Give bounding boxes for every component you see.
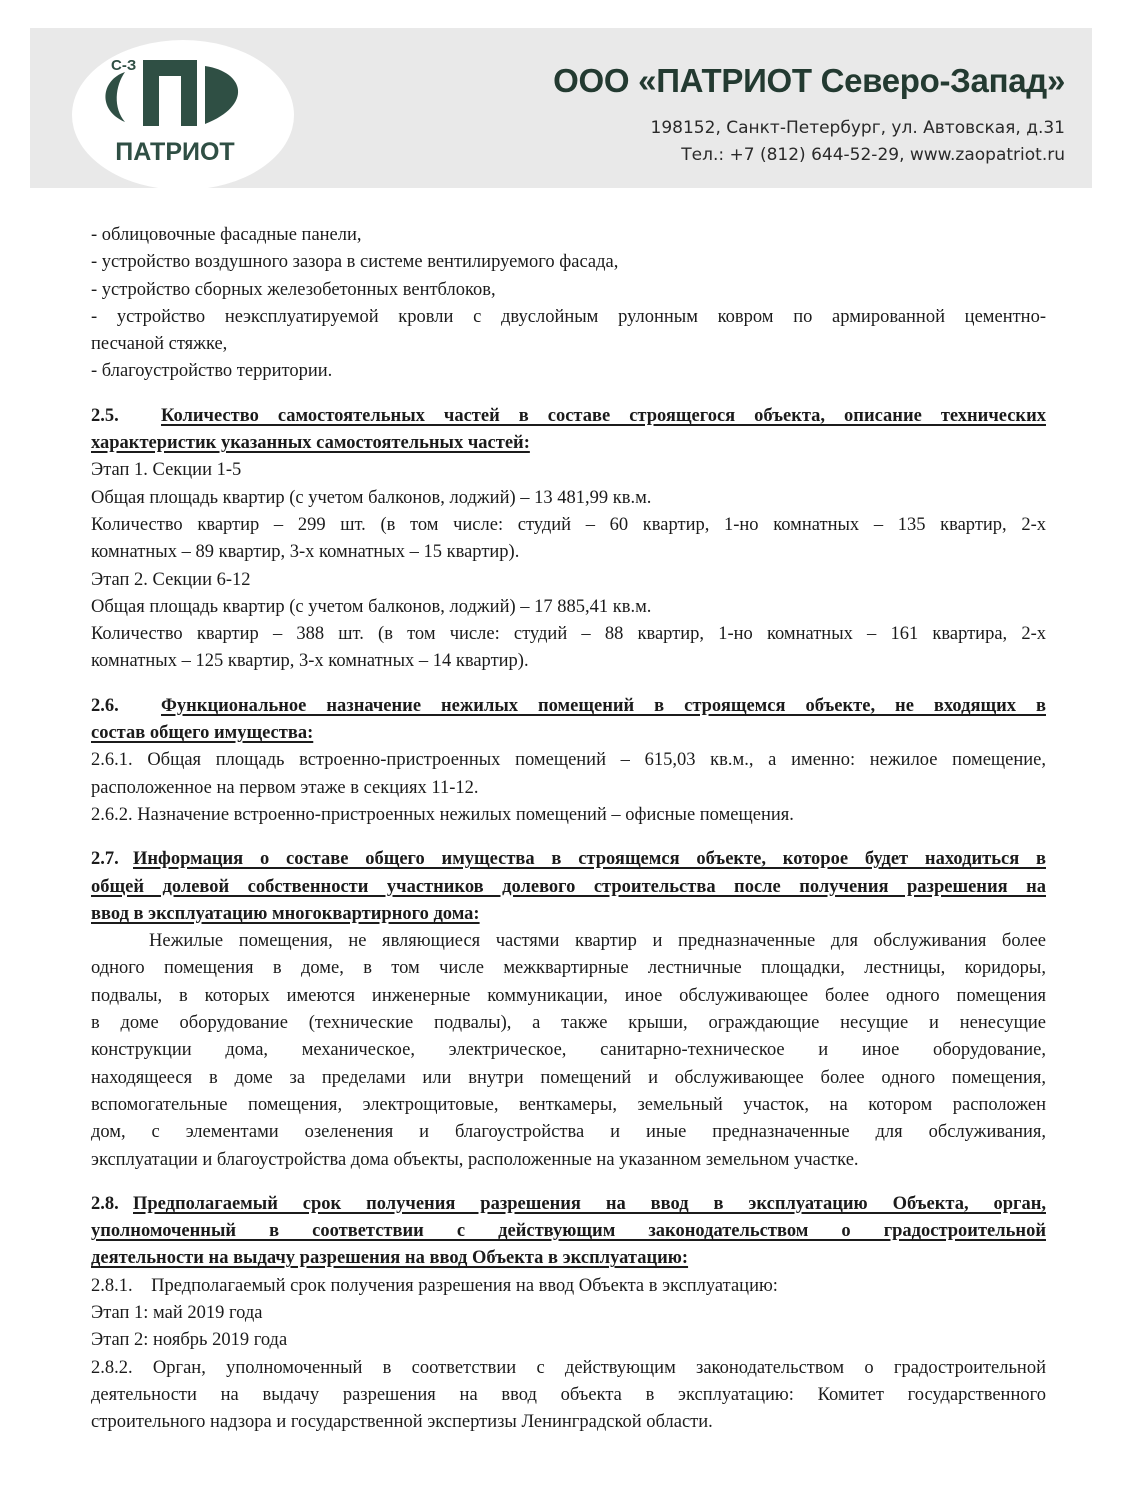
- patriot-logo: [95, 50, 275, 170]
- section-title: деятельности на выдачу разрешения на ввод Объекта в эксплуатацию:: [91, 1248, 689, 1269]
- list-item: - устройство неэксплуатируемой кровли с двуслойным рулонным ковром по армированной цементно-: [91, 306, 1046, 327]
- section-title: характеристик указанных самостоятельных частей:: [91, 433, 530, 454]
- section-heading: [91, 1218, 1046, 1245]
- body-line: подвалы, в которых имеются инженерные коммуникации, иное обслуживающее более одного помещения: [91, 985, 1046, 1006]
- section-heading: [91, 1245, 1046, 1272]
- section-title: общей долевой собственности участников долевого строительства после получения разрешения на: [91, 876, 1046, 897]
- list-item: - облицовочные фасадные панели,: [91, 225, 362, 245]
- section-heading: [91, 430, 1046, 457]
- section-title: Функциональное назначение нежилых помещений в строящемся объекте, не входящих в: [161, 695, 1046, 716]
- body-line: деятельности на выдачу разрешения на ввод объекта в эксплуатацию: Комитет государственного: [91, 1384, 1046, 1405]
- section-heading: [91, 720, 1046, 747]
- body-line: дом, с элементами озеленения и благоустройства и иные предназначенные для обслуживания,: [91, 1122, 1046, 1143]
- body-line: строительного надзора и государственной экспертизы Ленинградской области.: [91, 1412, 713, 1433]
- body-line: Количество квартир – 388 шт. (в том числе: студий – 88 квартир, 1-но комнатных – 161 квартира, 2-х: [91, 624, 1046, 645]
- body-line: Этап 1. Секции 1-5: [91, 460, 242, 481]
- company-name: ООО «ПАТРИОТ Северо-Запад»: [553, 62, 1065, 99]
- document-body: [91, 222, 1046, 1436]
- body-line: вспомогательные помещения, электрощитовые, венткамеры, земельный участок, на котором расположен: [91, 1094, 1046, 1115]
- logo-p-letter: [143, 60, 197, 126]
- body-line: 2.6.2. Назначение встроенно-пристроенных нежилых помещений – офисные помещения.: [91, 804, 794, 825]
- body-line: расположенное на первом этаже в секциях 11-12.: [91, 777, 479, 798]
- body-line: в доме оборудование (технические подвалы), а также крыши, ограждающие несущие и ненесущие: [91, 1013, 1046, 1034]
- list-item: - благоустройство территории.: [91, 361, 333, 382]
- list-item: песчаной стяжке,: [91, 334, 228, 355]
- body-line: Общая площадь квартир (с учетом балконов, лоджий) – 13 481,99 кв.м.: [91, 487, 652, 508]
- body-line: 2.6.1. Общая площадь встроенно-пристроенных помещений – 615,03 кв.м., а именно: нежилое помещение,: [91, 750, 1046, 771]
- section-heading: [91, 403, 1046, 430]
- body-line: Этап 2: ноябрь 2019 года: [91, 1330, 288, 1351]
- body-line: Количество квартир – 299 шт. (в том числе: студий – 60 квартир, 1-но комнатных – 135 квартир, 2-х: [91, 514, 1046, 535]
- section-number: 2.5.: [91, 405, 119, 426]
- section-title: ввод в эксплуатацию многоквартирного дома:: [91, 903, 480, 924]
- section-title: Предполагаемый срок получения разрешения на ввод в эксплуатацию Объекта, орган,: [133, 1193, 1046, 1214]
- section-heading: [91, 874, 1046, 901]
- logo-left-arc: [105, 72, 125, 122]
- section-title: состав общего имущества:: [91, 723, 314, 744]
- section-heading: [91, 693, 1046, 720]
- section-2-5: [91, 403, 1046, 676]
- body-line: находящееся в доме за пределами или внутри помещений и обслуживающее более одного помещения,: [91, 1067, 1046, 1088]
- body-line: Нежилые помещения, не являющиеся частями квартир и предназначенные для обслуживания более: [149, 931, 1046, 952]
- section-number: 2.8.: [91, 1193, 119, 1214]
- section-number: 2.6.: [91, 695, 119, 716]
- section-number: 2.7.: [91, 849, 119, 870]
- body-line: Общая площадь квартир (с учетом балконов, лоджий) – 17 885,41 кв.м.: [91, 596, 652, 617]
- body-line: 2.8.2. Орган, уполномоченный в соответствии с действующим законодательством о градостроительной: [91, 1357, 1046, 1378]
- company-contacts: Тел.: +7 (812) 644-52-29, www.zaopatriot.ru: [681, 145, 1065, 165]
- logo-top-text: С-З: [111, 57, 137, 74]
- section-2-6: [91, 693, 1046, 829]
- company-address: 198152, Санкт-Петербург, ул. Автовская, д.31: [650, 118, 1065, 138]
- section-2-7: [91, 846, 1046, 1174]
- list-item: - устройство воздушного зазора в системе вентилируемого фасада,: [91, 252, 619, 273]
- section-title: Информация о составе общего имущества в строящемся объекте, которое будет находиться в: [133, 849, 1046, 870]
- body-line: Этап 1: май 2019 года: [91, 1302, 263, 1323]
- logo-right-arc: [205, 66, 238, 124]
- logo-bottom-text: ПАТРИОТ: [115, 138, 235, 166]
- body-line: 2.8.1. Предполагаемый срок получения разрешения на ввод Объекта в эксплуатацию:: [91, 1275, 778, 1296]
- intro-list: [91, 222, 1046, 386]
- section-heading: [91, 846, 1046, 873]
- section-heading: [91, 1191, 1046, 1218]
- body-line: одного помещения в доме, в том числе межквартирные лестничные площадки, лестницы, коридоры,: [91, 958, 1046, 979]
- list-item: - устройство сборных железобетонных вентблоков,: [91, 279, 496, 300]
- body-line: комнатных – 125 квартир, 3-х комнатных – 14 квартир).: [91, 651, 529, 672]
- section-title: уполномоченный в соответствии с действующим законодательством о градостроительной: [91, 1221, 1046, 1242]
- section-heading: [91, 901, 1046, 928]
- body-line: конструкции дома, механическое, электрическое, санитарно-техническое и иное оборудование,: [91, 1040, 1046, 1061]
- body-line: комнатных – 89 квартир, 3-х комнатных – 15 квартир).: [91, 542, 520, 563]
- body-line: эксплуатации и благоустройства дома объекты, расположенные на указанном земельном участке.: [91, 1149, 859, 1170]
- body-line: Этап 2. Секции 6-12: [91, 569, 251, 590]
- section-title: Количество самостоятельных частей в составе строящегося объекта, описание технических: [161, 405, 1046, 426]
- section-2-8: [91, 1191, 1046, 1437]
